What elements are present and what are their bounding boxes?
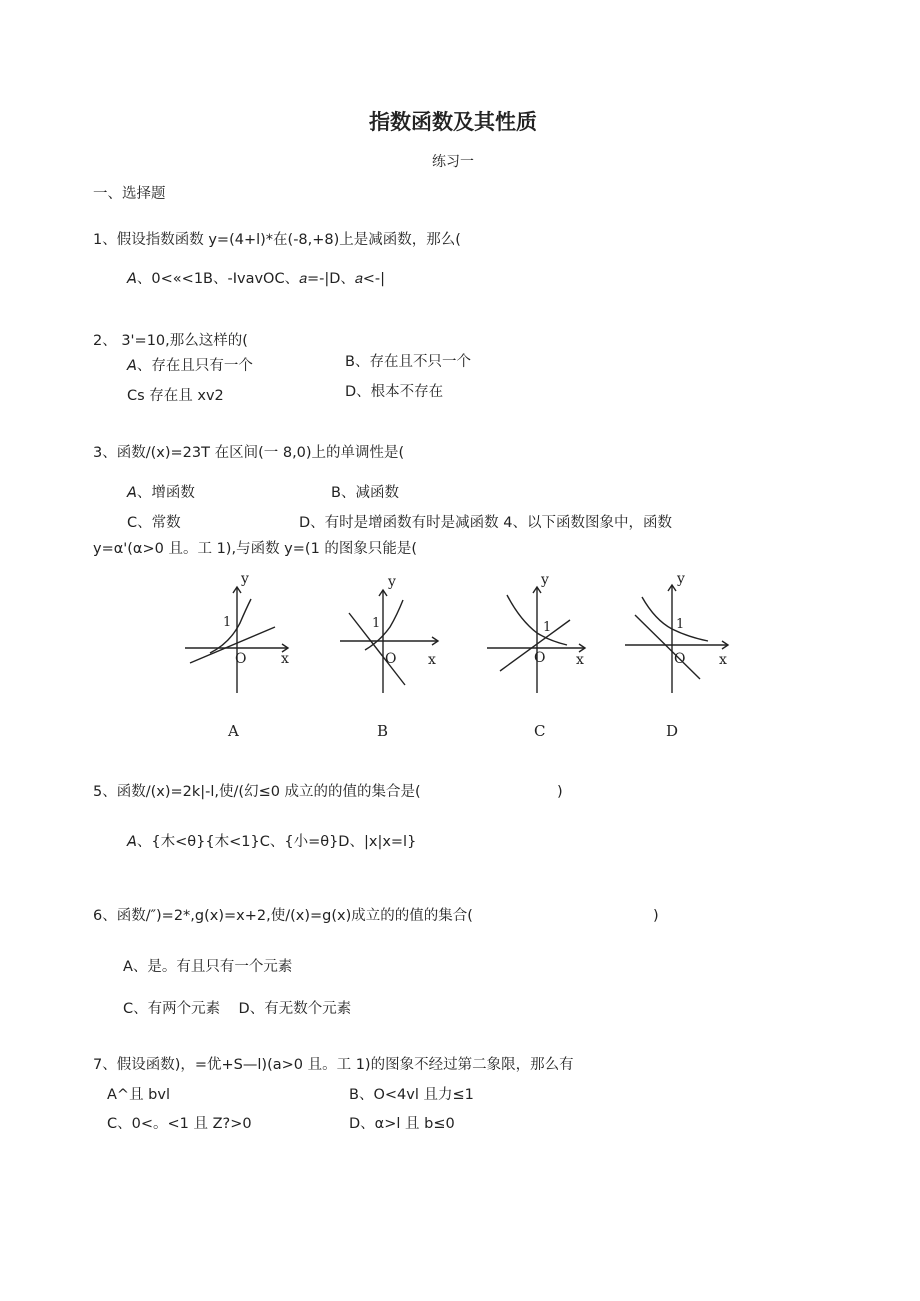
q6-option-a: A、是。有且只有一个元素	[123, 959, 293, 975]
section-heading: 一、选择题	[93, 186, 166, 202]
q6-option-cd: C、有两个元素 D、有无数个元素	[123, 1001, 352, 1017]
graph-c	[482, 575, 602, 695]
graph-c-caption: C	[534, 722, 546, 740]
graph-b-origin-label: O	[385, 651, 397, 667]
graph-d-x-label: x	[719, 652, 727, 668]
graph-d-y-label: y	[677, 575, 685, 587]
graph-a-one-label: 1	[223, 615, 232, 630]
graph-d	[620, 575, 740, 695]
q7-option-d: D、α>l 且 b≤0	[349, 1116, 455, 1132]
q5-stem: 5、函数/(x)=2k|-l,使/(幻≤0 成立的的值的集合是(	[93, 784, 421, 800]
q2-option-d: D、根本不存在	[345, 384, 444, 400]
graph-b-x-label: x	[428, 652, 436, 668]
q2-option-c: Cs 存在且 xv2	[127, 388, 224, 404]
graph-a-x-label: x	[281, 651, 289, 667]
q7-option-a: A^且 bvl	[107, 1087, 170, 1103]
graph-c-x-label: x	[576, 652, 584, 668]
q3-option-b: B、减函数	[331, 485, 399, 501]
q3-option-c: C、常数	[127, 515, 181, 531]
q1-stem: 1、假设指数函数 y=(4+l)*在(-8,+8)上是减函数，那么(	[93, 232, 461, 248]
graph-a	[180, 575, 300, 695]
q7-option-b: B、O<4vl 且力≤1	[349, 1087, 474, 1103]
graph-b	[335, 575, 455, 695]
q4-stem: y=α'(α>0 且。工 1),与函数 y=(1 的图象只能是(	[93, 541, 418, 557]
q2-stem: 2、 3'=10,那么这样的(	[93, 333, 248, 349]
q3-option-d: D、有时是增函数有时是减函数 4、以下函数图象中，函数	[299, 515, 672, 531]
q2-option-b: B、存在且不只一个	[345, 354, 471, 370]
q3-option-a: 𝘈、增函数	[127, 485, 195, 501]
q6-close-paren: )	[653, 908, 659, 924]
q7-stem: 7、假设函数)，=优+S—l)(a>0 且。工 1)的图象不经过第二象限，那么有	[93, 1057, 574, 1073]
graph-d-origin-label: O	[674, 651, 686, 667]
q3-stem: 3、函数/(x)=23T 在区间(一 8,0)上的单调性是(	[93, 445, 405, 461]
graph-d-caption: D	[666, 722, 679, 740]
graph-c-origin-label: O	[534, 650, 546, 666]
q7-option-c: C、0<。<1 且 Z?>0	[107, 1116, 252, 1132]
q1-options: 𝘈、0<«<1B、-IvavOC、𝑎=-|D、𝑎<-|	[127, 271, 386, 287]
graph-d-one-label: 1	[676, 617, 685, 632]
graph-b-one-label: 1	[372, 616, 381, 631]
graph-a-origin-label: O	[235, 651, 247, 667]
graph-a-y-label: y	[241, 575, 249, 587]
page-title: 指数函数及其性质	[369, 110, 537, 134]
graph-b-y-label: y	[388, 575, 396, 590]
graph-c-y-label: y	[541, 575, 549, 588]
graph-b-caption: B	[377, 722, 389, 740]
q2-option-a: 𝘈、存在且只有一个	[127, 358, 253, 374]
q6-stem: 6、函数/″)=2*,g(x)=x+2,使/(x)=g(x)成立的的值的集合(	[93, 908, 473, 924]
q5-options: 𝘈、{木<θ}{木<1}C、{小=θ}D、|x|x=l}	[127, 834, 417, 850]
graph-a-caption: A	[228, 722, 239, 740]
graph-c-one-label: 1	[543, 620, 552, 635]
exercise-label: 练习一	[432, 154, 474, 170]
q5-close-paren: )	[557, 784, 563, 800]
